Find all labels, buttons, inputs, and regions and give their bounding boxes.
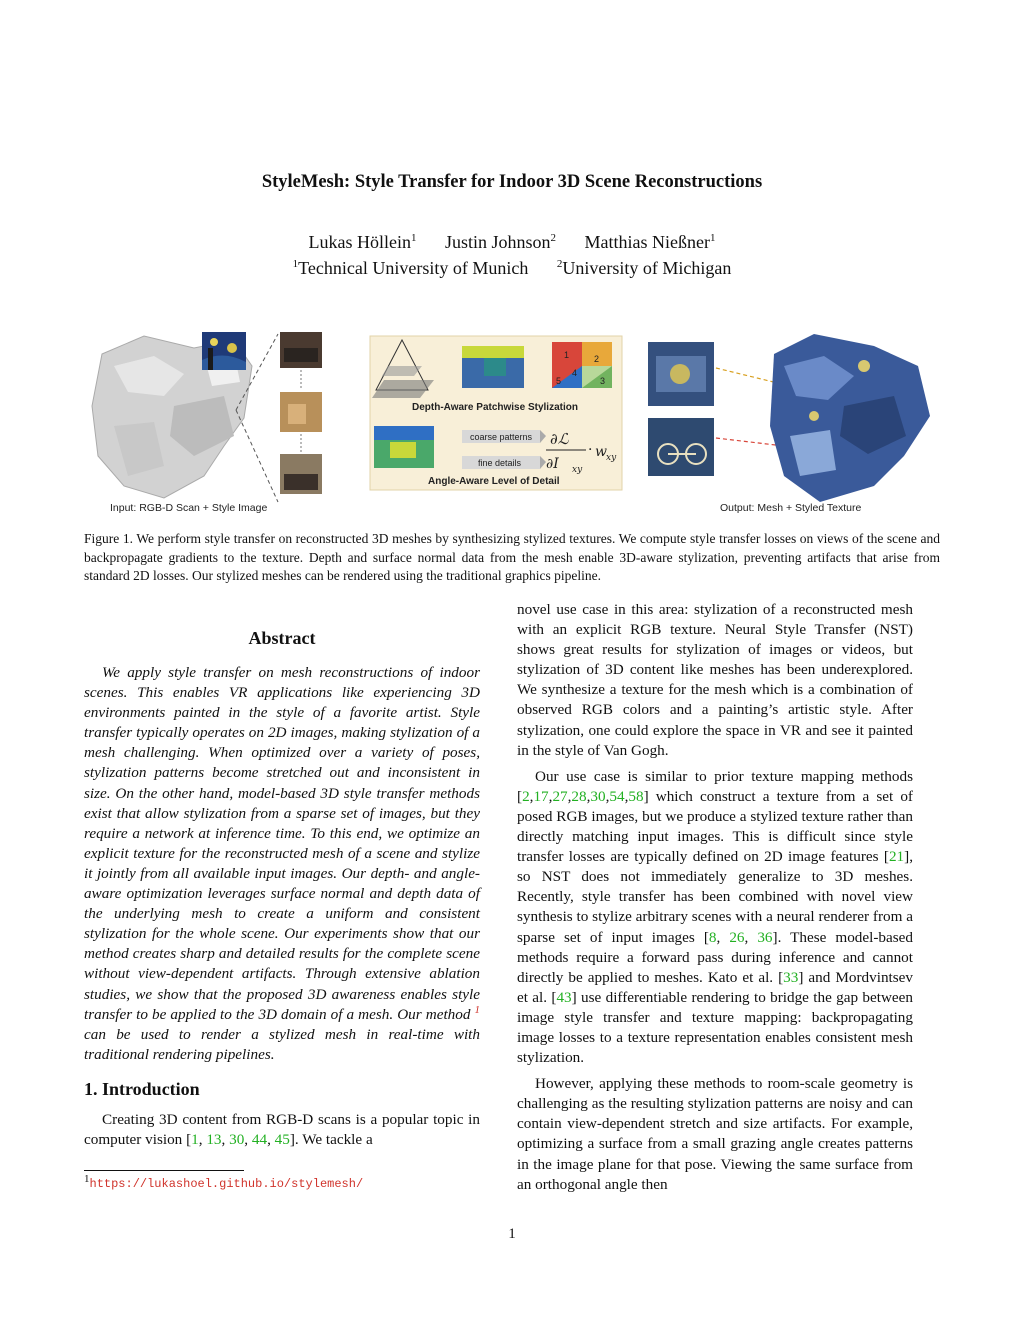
intro-paragraph: Our use case is similar to prior texture mapping methods [2,17,27,28,30,54,58] which construct a texture from a set of posed RGB images, but we produce a stylized texture rather than directly matching input images. This is difficult since style transfer losses are typically defined on 2D image features [21], so NST does not immediately generalize to 3D meshes. Recently, style transfer has been combined with novel view synthesis to stylize arbitrary scenes with a neural renderer from a sparse set of input images [8, 26, 36]. These model-based methods require a forward pass during inference and cannot directly be applied to meshes. Kato et al. [33] and Mordvintsev et al. [43] use differentiable rendering to bridge the gap between image style transfer and texture mapping: backpropagating image losses to a texture representation enables consistent mesh stylization.	[517, 767, 914, 1067]
style-image-starry-night	[202, 332, 246, 370]
citation-link[interactable]: 2	[522, 787, 530, 805]
citation-link[interactable]: 54	[609, 787, 625, 805]
intro-paragraph: novel use case in this area: stylization of a reconstructed mesh with an explicit RGB texture. Neural Style Transfer (NST) shows great results for stylization of images or videos, but stylization of 3D content like meshes has been underexplored. We synthesize a texture for the mesh which is a combination of observed RGB colors and a painting’s artistic style. After stylization, one could explore the space in VR and see it painted in the style of Van Gogh.	[517, 601, 913, 759]
affiliation-list	[0, 258, 1024, 279]
patch-number: 2	[594, 354, 600, 364]
formula-denominator: ∂I	[546, 456, 559, 472]
fine-label: fine details	[478, 458, 522, 468]
patch-number: 5	[556, 376, 562, 386]
lod-label: Angle-Aware Level of Detail	[428, 476, 560, 487]
paper-title: StyleMesh: Style Transfer for Indoor 3D Scene Reconstructions	[261, 172, 763, 192]
affiliation: $^2$University of Michigan	[556, 258, 732, 278]
footnote-divider	[84, 1170, 244, 1171]
citation-link[interactable]: 26	[729, 928, 745, 946]
author: Lukas Höllein$^1$	[308, 232, 417, 252]
citation-link[interactable]: 8	[708, 928, 717, 946]
abstract-text: We apply style transfer on mesh reconstructions of indoor scenes. This enables VR applications like experiencing 3D environments painted in the style of a favorite artist. Style transfer typically operates on 2D images, making stylization of a mesh challenging. When optimized over a variety of poses, stylization patterns become stretched out and inconsistent in size. On the other hand, model-based 3D style transfer methods exist that allow stylization from a sparse set of images, but they require a network at inference time. To this end, we optimize an explicit texture for the reconstructed mesh of a scene and stylize it jointly from all available input images. Our depth- and angle-aware optimization leverages surface normal and depth data of the underlying mesh to create a uniform and consistent stylization for the whole scene. Our experiments show that our method creates sharp and detailed results for the complete scene without view-dependent artifacts. Through extensive ablation studies, we show that the proposed 3D awareness enables style transfer to be applied to the 3D domain of a mesh. Our method $^1$ can be used to render a stylized mesh in real-time with traditional rendering pipelines.	[84, 664, 480, 1063]
method-panel	[370, 336, 622, 490]
teaser-figure	[84, 326, 940, 518]
section-title-introduction: 1. Introduction	[84, 1078, 200, 1099]
citation-link[interactable]: 44	[251, 1130, 268, 1148]
figure-caption: Figure 1. We perform style transfer on reconstructed 3D meshes by synthesizing stylized textures. We compute style transfer losses on views of the scene and backpropagate gradients to the texture. Depth and surface normal data from the mesh enable 3D-aware stylization, preventing artifacts that arise from standard 2D losses. Our stylized meshes can be rendered using the traditional graphics pipeline.	[84, 531, 940, 584]
patchwise-label: Depth-Aware Patchwise Stylization	[412, 402, 578, 413]
abstract-title: Abstract	[248, 628, 316, 648]
author: Justin Johnson$^2$	[444, 232, 557, 252]
input-label: Input: RGB-D Scan + Style Image	[110, 502, 268, 514]
footnote: $^1$https://lukashoel.github.io/stylemesh/	[84, 1173, 364, 1191]
formula-denominator-subscript: xy	[572, 465, 583, 475]
citation-link[interactable]: 33	[783, 968, 799, 986]
coarse-label: coarse patterns	[470, 432, 533, 442]
citation-link[interactable]: 17	[533, 787, 549, 805]
left-column	[84, 628, 480, 1150]
citation-link[interactable]: 58	[628, 787, 644, 805]
connector-line	[236, 410, 278, 502]
citation-link[interactable]: 1	[191, 1130, 199, 1148]
citation-link[interactable]: 21	[888, 848, 905, 866]
teaser-figure-canvas	[84, 326, 940, 518]
formula-weight-subscript: xy	[606, 453, 617, 463]
formula-weight: w	[595, 444, 607, 460]
affiliation: $^1$Technical University of Munich	[292, 258, 529, 278]
citation-link[interactable]: 28	[571, 787, 587, 805]
page-number: 1	[508, 1226, 516, 1242]
rgb-frames	[280, 332, 322, 494]
citation-link[interactable]: 43	[556, 988, 572, 1006]
output-mesh-image	[770, 334, 930, 502]
patch-number: 3	[600, 376, 606, 386]
citation-link[interactable]: 13	[206, 1130, 222, 1148]
project-url-link[interactable]: https://lukashoel.github.io/stylemesh/	[89, 1177, 364, 1191]
output-label: Output: Mesh + Styled Texture	[720, 502, 862, 514]
citation-link[interactable]: 36	[757, 928, 773, 946]
author-list	[0, 232, 1024, 253]
formula-numerator: ∂ℒ	[550, 430, 569, 448]
formula-dot: ·	[588, 442, 593, 458]
patch-number: 1	[564, 350, 570, 360]
right-column	[517, 600, 913, 1195]
citation-link[interactable]: 30	[590, 787, 606, 805]
stylized-views	[648, 342, 714, 476]
footnote-mark[interactable]: 1	[474, 1003, 480, 1016]
citation-link[interactable]: 45	[274, 1130, 290, 1148]
author: Matthias Nießner$^1$	[584, 232, 716, 252]
intro-paragraph: Creating 3D content from RGB-D scans is a popular topic in computer vision [1, 13, 30, 44, 45]. We tackle a	[84, 1110, 480, 1148]
citation-link[interactable]: 30	[229, 1130, 245, 1148]
intro-paragraph: However, applying these methods to room-scale geometry is challenging as the resulting stylization patterns are noisy and can contain view-dependent stretch and size artifacts. For example, optimizing a surface from a small grazing angle creates patterns in the image plane for that pose. Viewing the same surface from an orthogonal angle then	[517, 1075, 913, 1193]
patch-number: 4	[572, 368, 578, 378]
citation-link[interactable]: 27	[552, 787, 568, 805]
